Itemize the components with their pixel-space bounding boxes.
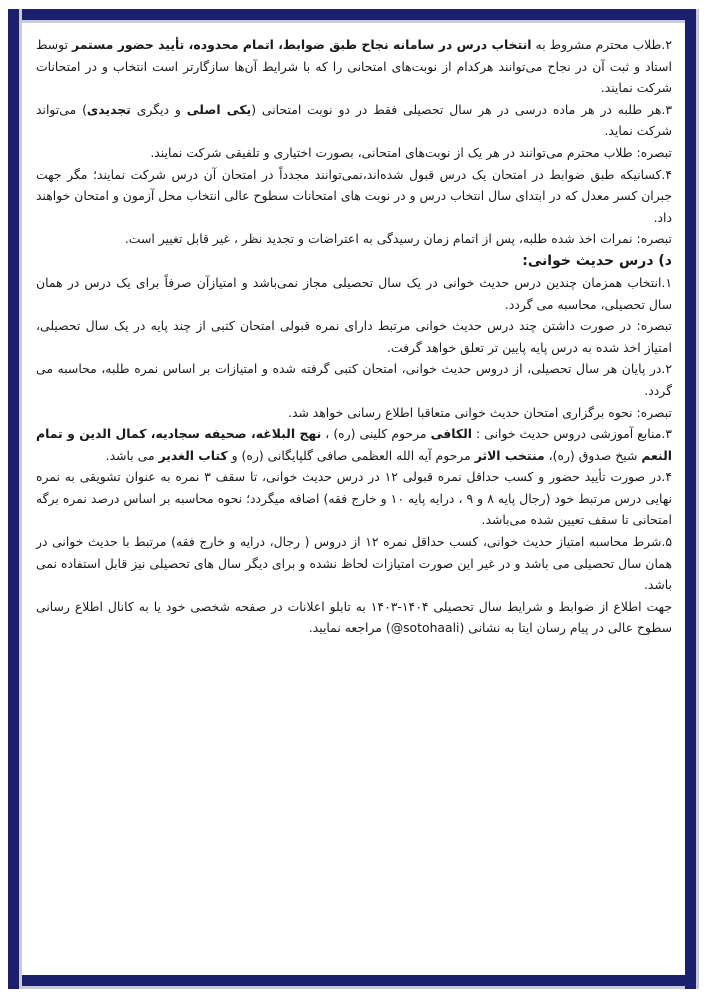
hadith-rules-list	[36, 272, 672, 639]
section-heading-hadith: د) درس حدیث خوانی:	[522, 252, 672, 269]
body-text: ۲.طلاب محترم مشروط به	[531, 37, 672, 52]
body-text: توسط استاد و ثبت آن در نجاح می‌توانند هرکدام از نوبت‌های امتحانی را که با شرایط آن‌ها سازگارتر است انتخاب و در امتحانات شرکت نمایند.	[36, 37, 672, 96]
paragraph-hadith-4	[36, 466, 672, 531]
emphasis-text: کتاب الغدیر	[158, 447, 228, 463]
body-text: ۵.شرط محاسبه امتیاز حدیث خوانی، کسب حداقل نمره ۱۲ از دروس ( رجال، درایه و خارج فقه) مرتبط با حدیث خوانی در همان سال تحصیلی می باشد و در غیر این صورت امتیازات لحاظ نشده و برای دیگر سال های تحصیلی نیز قابل استفاده نمی باشد.	[36, 534, 672, 593]
decorative-border-bottom	[8, 975, 699, 989]
emphasis-text: منتخب الاثر	[474, 447, 545, 463]
body-text: ) می‌تواند شرکت نماید.	[36, 101, 672, 139]
body-text: ۱.انتخاب همزمان چندین درس حدیث خوانی در یک سال تحصیلی مجاز نمی‌باشد و امتیازآن صرفاً برای یک درس در همان سال تحصیلی، محاسبه می گردد.	[36, 274, 672, 312]
body-text: ) مراجعه نمایید.	[308, 620, 391, 636]
paragraph-hadith-3	[36, 423, 672, 466]
body-text: مرحوم آیه الله العظمی صافی گلپایگانی (ره) و	[227, 447, 475, 463]
paragraph-rule-2	[36, 34, 672, 99]
body-text: مرحوم کلینی (ره) ،	[321, 426, 431, 442]
body-text: ۳.هر طلبه در هر ماده درسی در هر سال تحصیلی فقط در دو نوبت امتحانی (	[251, 101, 672, 117]
emphasis-text: یکی اصلی	[186, 101, 252, 117]
body-text: تبصره: طلاب محترم می‌توانند در هر یک از نوبت‌های امتحانی، بصورت اختیاری و تلفیقی شرکت نمایند.	[150, 144, 672, 160]
paragraph-info	[36, 596, 672, 639]
exam-rules-list	[36, 34, 672, 250]
body-text: و دیگری	[130, 101, 187, 117]
body-text: ۴.کسانیکه طبق ضوابط در امتحان یک درس قبول شده‌اند،نمی‌توانند مجدداً در امتحان آن درس شرکت نمایند؛ مگر جهت جبران کسر معدل که در ابتدای سال انتخاب درس و در نوبت های امتحانات سطوح عالی انتخاب محل آزمون و امتحان خواهند داد.	[36, 166, 672, 225]
emphasis-text: الکافی	[430, 426, 472, 442]
paragraph-hadith-note-1	[36, 315, 672, 358]
paragraph-hadith-2	[36, 358, 672, 401]
body-text: تبصره: نحوه برگزاری امتحان حدیث خوانی متعاقبا اطلاع رسانی خواهد شد.	[288, 404, 672, 420]
decorative-border-left	[8, 9, 22, 989]
paragraph-rule-4	[36, 164, 672, 229]
paragraph-hadith-5	[36, 531, 672, 596]
body-text: شیخ صدوق (ره)،	[544, 447, 642, 463]
body-text: تبصره: نمرات اخذ شده طلبه، پس از اتمام زمان رسیدگی به اعتراضات و تجدید نظر ، غیر قابل تغییر است.	[124, 231, 672, 247]
body-text: جهت اطلاع از ضوابط و شرایط سال تحصیلی ۱۴۰۴-۱۴۰۳ به تابلو اعلانات در صفحه شخصی خود یا به کانال اطلاع رسانی سطوح عالی در پیام رسان ایتا به نشانی (	[36, 598, 672, 636]
document-body	[36, 34, 672, 639]
emphasis-text: نهج البلاغه، صحیفه سجادیه، کمال الدین و تمام النعم	[36, 426, 672, 463]
body-text: می باشد.	[105, 447, 159, 463]
paragraph-hadith-1	[36, 272, 672, 315]
paragraph-hadith-note-2	[36, 402, 672, 424]
emphasis-text: تجدیدی	[86, 101, 131, 117]
decorative-border-right	[685, 9, 699, 989]
paragraph-note-3	[36, 142, 672, 164]
body-text: ۲.در پایان هر سال تحصیلی، از دروس حدیث خوانی، امتحان کتبی گرفته شده و امتیازات بر اساس نمره طلبه، محاسبه می گردد.	[36, 361, 672, 398]
body-text: ۴.در صورت تأیید حضور و کسب حداقل نمره قبولی ۱۲ در درس حدیث خوانی، تا سقف ۳ نمره به عنوان تشویقی به نمره نهایی درس مرتبط خود (رجال پایه ۸ و ۹ ، درایه پایه ۱۰ و خارج فقه) اضافه میگردد؛ نحوه محاسبه بر اساس درصد نمره برگه امتحانی تا سقف تعیین شده می‌باشد.	[36, 469, 672, 528]
channel-handle: @sotohaali	[390, 620, 460, 636]
body-text: تبصره: در صورت داشتن چند درس حدیث خوانی مرتبط دارای نمره قبولی امتحان کتبی از چند پایه در یک سال تحصیلی، امتیاز اخذ شده به درس پایه پایین تر تعلق خواهد گرفت.	[36, 318, 672, 355]
emphasis-text: انتخاب درس در سامانه نجاح طبق ضوابط، اتمام محدوده، تأیید حضور مستمر	[72, 37, 532, 52]
body-text: ۳.منابع آموزشی دروس حدیث خوانی :	[472, 426, 673, 442]
paragraph-note-4	[36, 228, 672, 250]
paragraph-rule-3	[36, 99, 672, 142]
decorative-border-top	[8, 9, 699, 23]
